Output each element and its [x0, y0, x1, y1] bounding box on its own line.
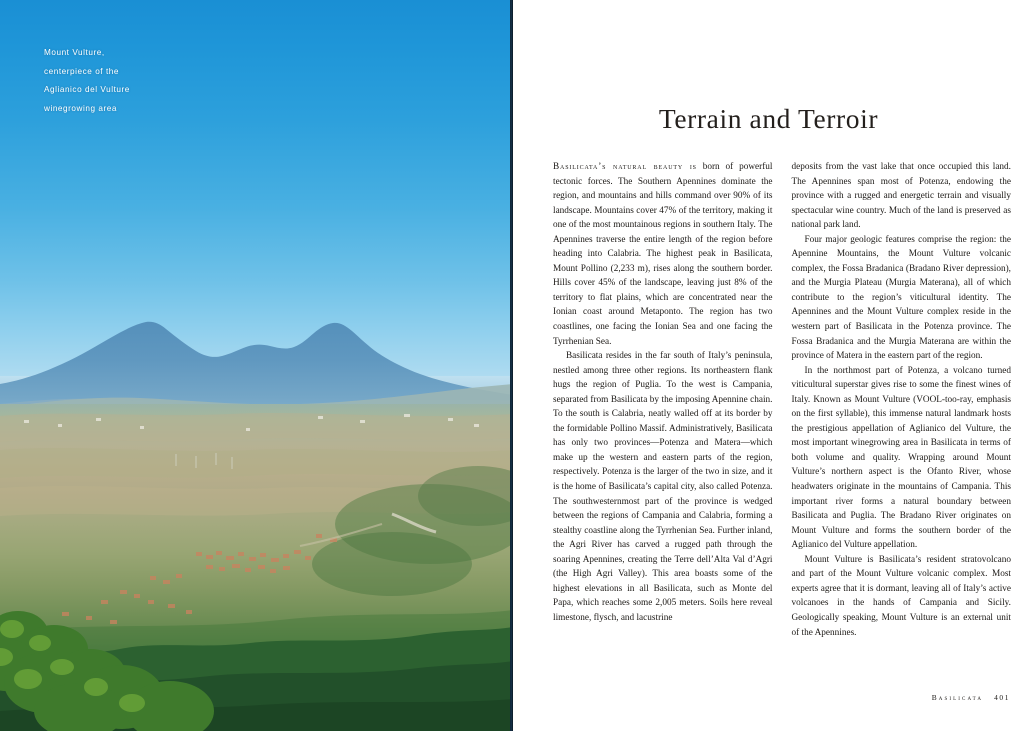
folio-number: 401 [994, 693, 1010, 702]
foreground-bush [0, 591, 222, 731]
caption-line-1: Mount Vulture, [44, 48, 105, 57]
caption-line-2: centerpiece of the [44, 66, 119, 76]
caption-line-4: winegrowing area [44, 103, 117, 113]
body-columns [553, 160, 1011, 640]
paragraph: Basilicata resides in the far south of Italy’s peninsula, nestled among three other regions. Its northeastern flank hugs the region of Puglia. To the west is Campania, separated from Basilicata by the imposing Apennine chain. To the south is Calabria, neatly walled off at its border by the formidable Pollino Massif. Administratively, Basilicata has only two provinces—Potenza and Matera—which make up the western and eastern parts of the region, respectively. Potenza is the larger of the two in size, and it is the home of Basilicata’s capital city, also called Potenza. The southwesternmost part of the province is wedged between the regions of Campania and Calabria, forming a stealthy coastline along the Tyrrhenian Sea. Further inland, the Agri River has carved a rugged path through the soaring Apennines, creating the Terre dell’Alta Val d’Agri (the High Agri Valley). This area boasts some of the highest elevations in all Basilicata, such as Monte del Papa, which reaches some 2,005 meters. Soils here reveal limestone, flysch, and lacustrine [553, 351, 773, 623]
right-text-column [792, 160, 1012, 640]
paragraph: deposits from the vast lake that once occupied this land. The Apennines span most of Potenza, endowing the province with a rugged and energetic terrain and visually spectacular wine country. Much of the land is preserved as national park land. [791, 162, 1011, 231]
paragraph: Mount Vulture is Basilicata’s resident stratovolcano and part of the Mount Vulture volcanic complex. Most experts agree that it is dormant, leaving all of Italy’s active volcanoes in the hands of Campania and Sicily. Geologically speaking, Mount Vulture is an external unit of the Apennines. [791, 554, 1011, 638]
paragraph: In the northmost part of Potenza, a volcano turned viticultural superstar gives rise to some the finest wines of Italy. Known as Mount Vulture (VOOL-too-ray, emphasis on the first syllable), this immense natural landmark hosts the prestigious appellation of Aglianico del Vulture, the most important winegrowing area in Basilicata in terms of both volume and quality. Wrapping around Mount Vulture’s northern aspect is the Ofanto River, whose headwaters originate in the mountains of Campania. This important river forms a natural boundary between Basilicata and Puglia. The Bradano River originates on Mount Vulture and forms the southern border of the Aglianico del Vulture appellation. [791, 365, 1011, 551]
folio-label: Basilicata [931, 693, 984, 702]
paragraph: Four major geologic features comprise the region: the Apennine Mountains, the Mount Vulture volcanic complex, the Fossa Bradanica (Bradano River depression), and the Murgia Plateau (Murgia Materana), all of which contribute to the region’s viticultural identity. The Apennines and the Mount Vulture complex reside in the western part of Basilicata in the Potenza province. The Fossa Bradanica and the Murgia Materana are within the province of Matera in the eastern part of the region. [791, 234, 1011, 362]
photo-caption [44, 44, 130, 118]
left-text-column [553, 160, 773, 640]
text-page [513, 0, 1024, 731]
page-folio [932, 693, 1010, 702]
lead-small-caps: Basilicata’s natural beauty is [553, 162, 697, 172]
page-title: Terrain and Terroir [658, 103, 879, 134]
paragraph [553, 160, 773, 349]
lead-paragraph-rest: born of powerful tectonic forces. The Southern Apennines dominate the region, and mountains and hills command over 90% of its landscape. Mountains cover 47% of the territory, making it one of the most mountainous regions in southern Italy. The Apennines traverse the entire length of the region before heading into Calabria. The highest peak in Basilicata, Mount Pollino (2,233 m), rises along the southern border. Hills cover 45% of the landscape, leaving just 8% of the territory to flat plains, which are concentrated near the Ionian coast around Metaponto. The region has two coastlines, one facing the Ionian Sea and one facing the Tyrrhenian Sea. [553, 162, 773, 347]
caption-line-3: Aglianico del Vulture [44, 85, 130, 95]
